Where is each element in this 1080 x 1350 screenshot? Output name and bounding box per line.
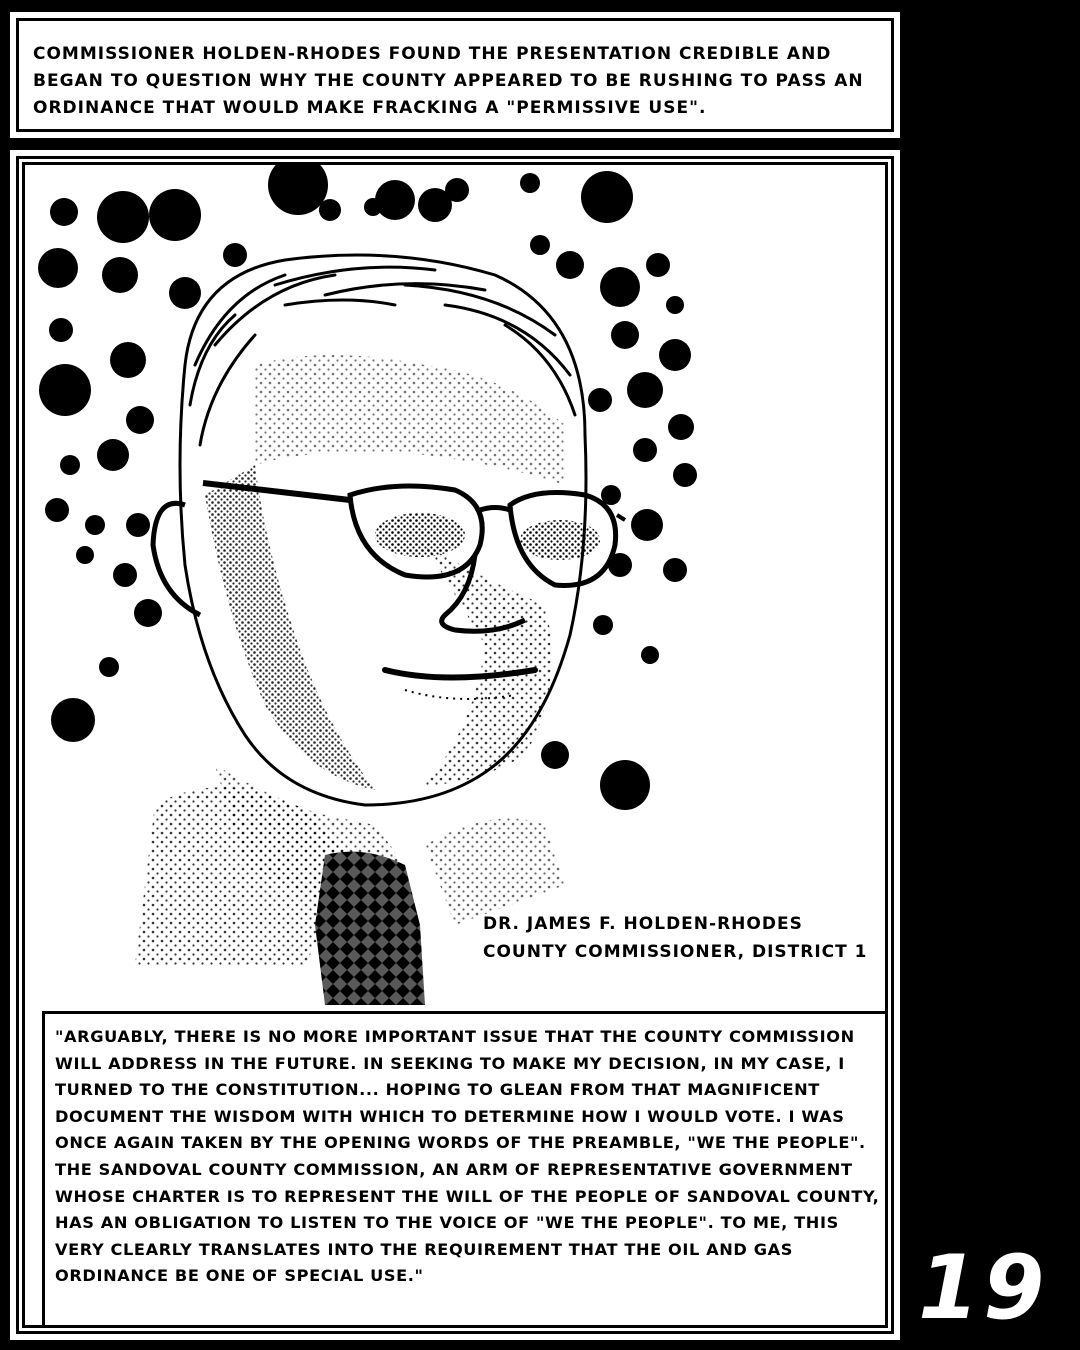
subject-title: COUNTY COMMISSIONER, DISTRICT 1 <box>483 942 868 962</box>
right-eye <box>520 520 600 560</box>
necktie <box>315 852 425 1005</box>
left-eye <box>375 513 465 557</box>
quote-box <box>42 1011 888 1328</box>
subject-namecard <box>483 910 868 966</box>
top-caption-text: COMMISSIONER HOLDEN-RHODES FOUND THE PRESENTATION CREDIBLE AND BEGAN TO QUESTION WHY THE COUNTY APPEARED TO BE RUSHING TO PASS AN ORDINANCE THAT WOULD MAKE FRACKING A "PERMISSIVE USE". <box>33 44 864 118</box>
jacket-right <box>425 818 565 925</box>
portrait-panel <box>10 150 900 1340</box>
portrait-frame <box>22 162 888 1328</box>
page-number: 19 <box>918 1236 1049 1339</box>
subject-name: DR. JAMES F. HOLDEN-RHODES <box>483 914 803 934</box>
top-caption-box <box>10 12 900 138</box>
quote-text: "ARGUABLY, THERE IS NO MORE IMPORTANT ISSUE THAT THE COUNTY COMMISSION WILL ADDRESS IN THE FUTURE. IN SEEKING TO MAKE MY DECISION, IN MY CASE, I TURNED TO THE CONSTITUTION... HOPING TO GLEAN FROM THAT MAGNIFICENT DOCUMENT THE WISDOM WITH WHICH TO DETERMINE HOW I WOULD VOTE. I WAS ONCE AGAIN TAKEN BY THE OPENING WORDS OF THE PREAMBLE, "WE THE PEOPLE". THE SANDOVAL COUNTY COMMISSION, AN ARM OF REPRESENTATIVE GOVERNMENT WHOSE CHARTER IS TO REPRESENT THE WILL OF THE PEOPLE OF SANDOVAL COUNTY, HAS AN OBLIGATION TO LISTEN TO THE VOICE OF "WE THE PEOPLE". TO ME, THIS VERY CLEARLY TRANSLATES INTO THE REQUIREMENT THAT THE OIL AND GAS ORDINANCE BE ONE OF SPECIAL USE." <box>55 1027 880 1286</box>
